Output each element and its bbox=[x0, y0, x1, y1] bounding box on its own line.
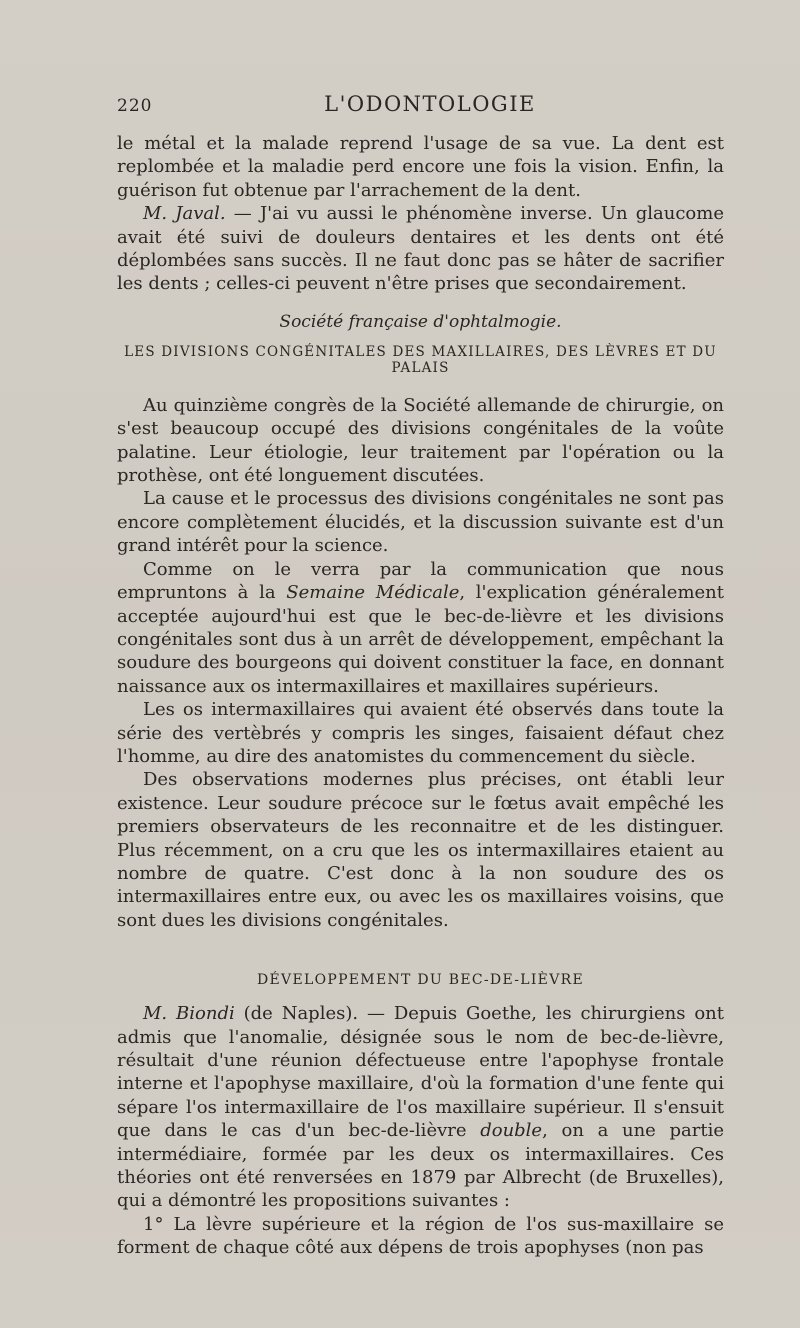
paragraph-congres: Au quinzième congrès de la Société allemande de chirurgie, on s'est beaucoup occupé des divisions congénitales de la voûte palatine. Leur étiologie, leur traitement par l'opération ou la prothèse, ont été longuement discutées. bbox=[117, 394, 724, 487]
heading-line-2: PALAIS bbox=[391, 359, 450, 376]
semaine-text-b: , l'explication généralement acceptée aujourd'hui est que le bec-de-lièvre et les divisions congénitales sont dus à un arrêt de développement, empêchant la soudure des bourgeons qui doivent constituer la face, en donnant naissance aux os intermaxillaires et maxillaires supérieurs. bbox=[117, 582, 724, 697]
section-heading-developpement: DÉVELOPPEMENT DU BEC-DE-LIÈVRE bbox=[257, 972, 584, 989]
paragraph-1: le métal et la malade reprend l'usage de sa vue. La dent est replombée et la maladie perd encore une fois la vision. Enfin, la guérison fut obtenue par l'arrachement de la dent. bbox=[117, 133, 724, 201]
biondi-text-a: (de Naples). — Depuis Goethe, les chirurgiens ont admis que l'anomalie, désignée sous le nom de bec-de-lièvre, résultait d'une réunion défectueuse entre l'apophyse frontale interne et l'apophyse maxillaire, d'où la formation d'une fente qui sépare l'os intermaxillaire de l'os maxillaire supérieur. Il s'ensuit que dans le cas d'un bec-de-lièvre bbox=[117, 1003, 724, 1142]
page-body bbox=[117, 132, 724, 1260]
speaker-biondi: M. Biondi bbox=[143, 1003, 235, 1025]
double-word: double bbox=[480, 1120, 543, 1142]
semaine-text-a: Comme on le verra par la communication que nous empruntons à la bbox=[117, 558, 724, 604]
paragraph-os-intermaxillaires: Les os intermaxillaires qui avaient été observés dans toute la série des vertèbrés y compris les singes, faisaient défaut chez l'homme, au dire des anatomistes du commencement du siècle. bbox=[117, 699, 724, 767]
paragraph-semaine bbox=[117, 558, 724, 698]
semaine-medicale-title: Semaine Médicale bbox=[286, 582, 460, 604]
biondi-text-b: , on a une partie intermédiaire, formée par les deux os intermaxillaires. Ces théories ont été renversées en 1879 par Albrecht (de Bruxelles), qui a démontré les propositions suivantes : bbox=[117, 1120, 725, 1212]
speaker-javal: M. Javal. bbox=[143, 203, 226, 225]
javal-text: — J'ai vu aussi le phénomène inverse. Un glaucome avait été suivi de douleurs dentaires et les dents ont été déplombées sans succès. Il ne faut donc pas se hâter de sacrifier les dents ; celles-ci peuvent n'être prises que secondairement. bbox=[117, 203, 724, 295]
paragraph-observations: Des observations modernes plus précises, ont établi leur existence. Leur soudure précoce sur le fœtus avait empêché les premiers observateurs de les reconnaitre et de les distinguer. Plus récemment, on a cru que les os intermaxillaires etaient au nombre de quatre. C'est donc à la non soudure des os intermaxillaires entre eux, ou avec les os maxillaires voisins, que sont dues les divisions congénitales. bbox=[117, 769, 724, 931]
page-number: 220 bbox=[117, 96, 153, 116]
section-heading-divisions bbox=[117, 344, 724, 376]
heading-line-1: LES DIVISIONS CONGÉNITALES DES MAXILLAIRES, DES LÈVRES ET DU bbox=[124, 343, 717, 360]
paragraph-proposition-1: 1° La lèvre supérieure et la région de l'os sus-maxillaire se forment de chaque côté aux dépens de trois apophyses (non pas bbox=[117, 1213, 724, 1259]
running-title: L'ODONTOLOGIE bbox=[324, 92, 536, 116]
society-title: Société française d'ophtalmogie. bbox=[279, 311, 562, 332]
paragraph-javal bbox=[117, 202, 724, 296]
paragraph-biondi bbox=[117, 1002, 724, 1213]
page-header bbox=[117, 92, 723, 122]
paragraph-cause: La cause et le processus des divisions congénitales ne sont pas encore complètement élucidés, et la discussion suivante est d'un grand intérêt pour la science. bbox=[117, 488, 724, 557]
